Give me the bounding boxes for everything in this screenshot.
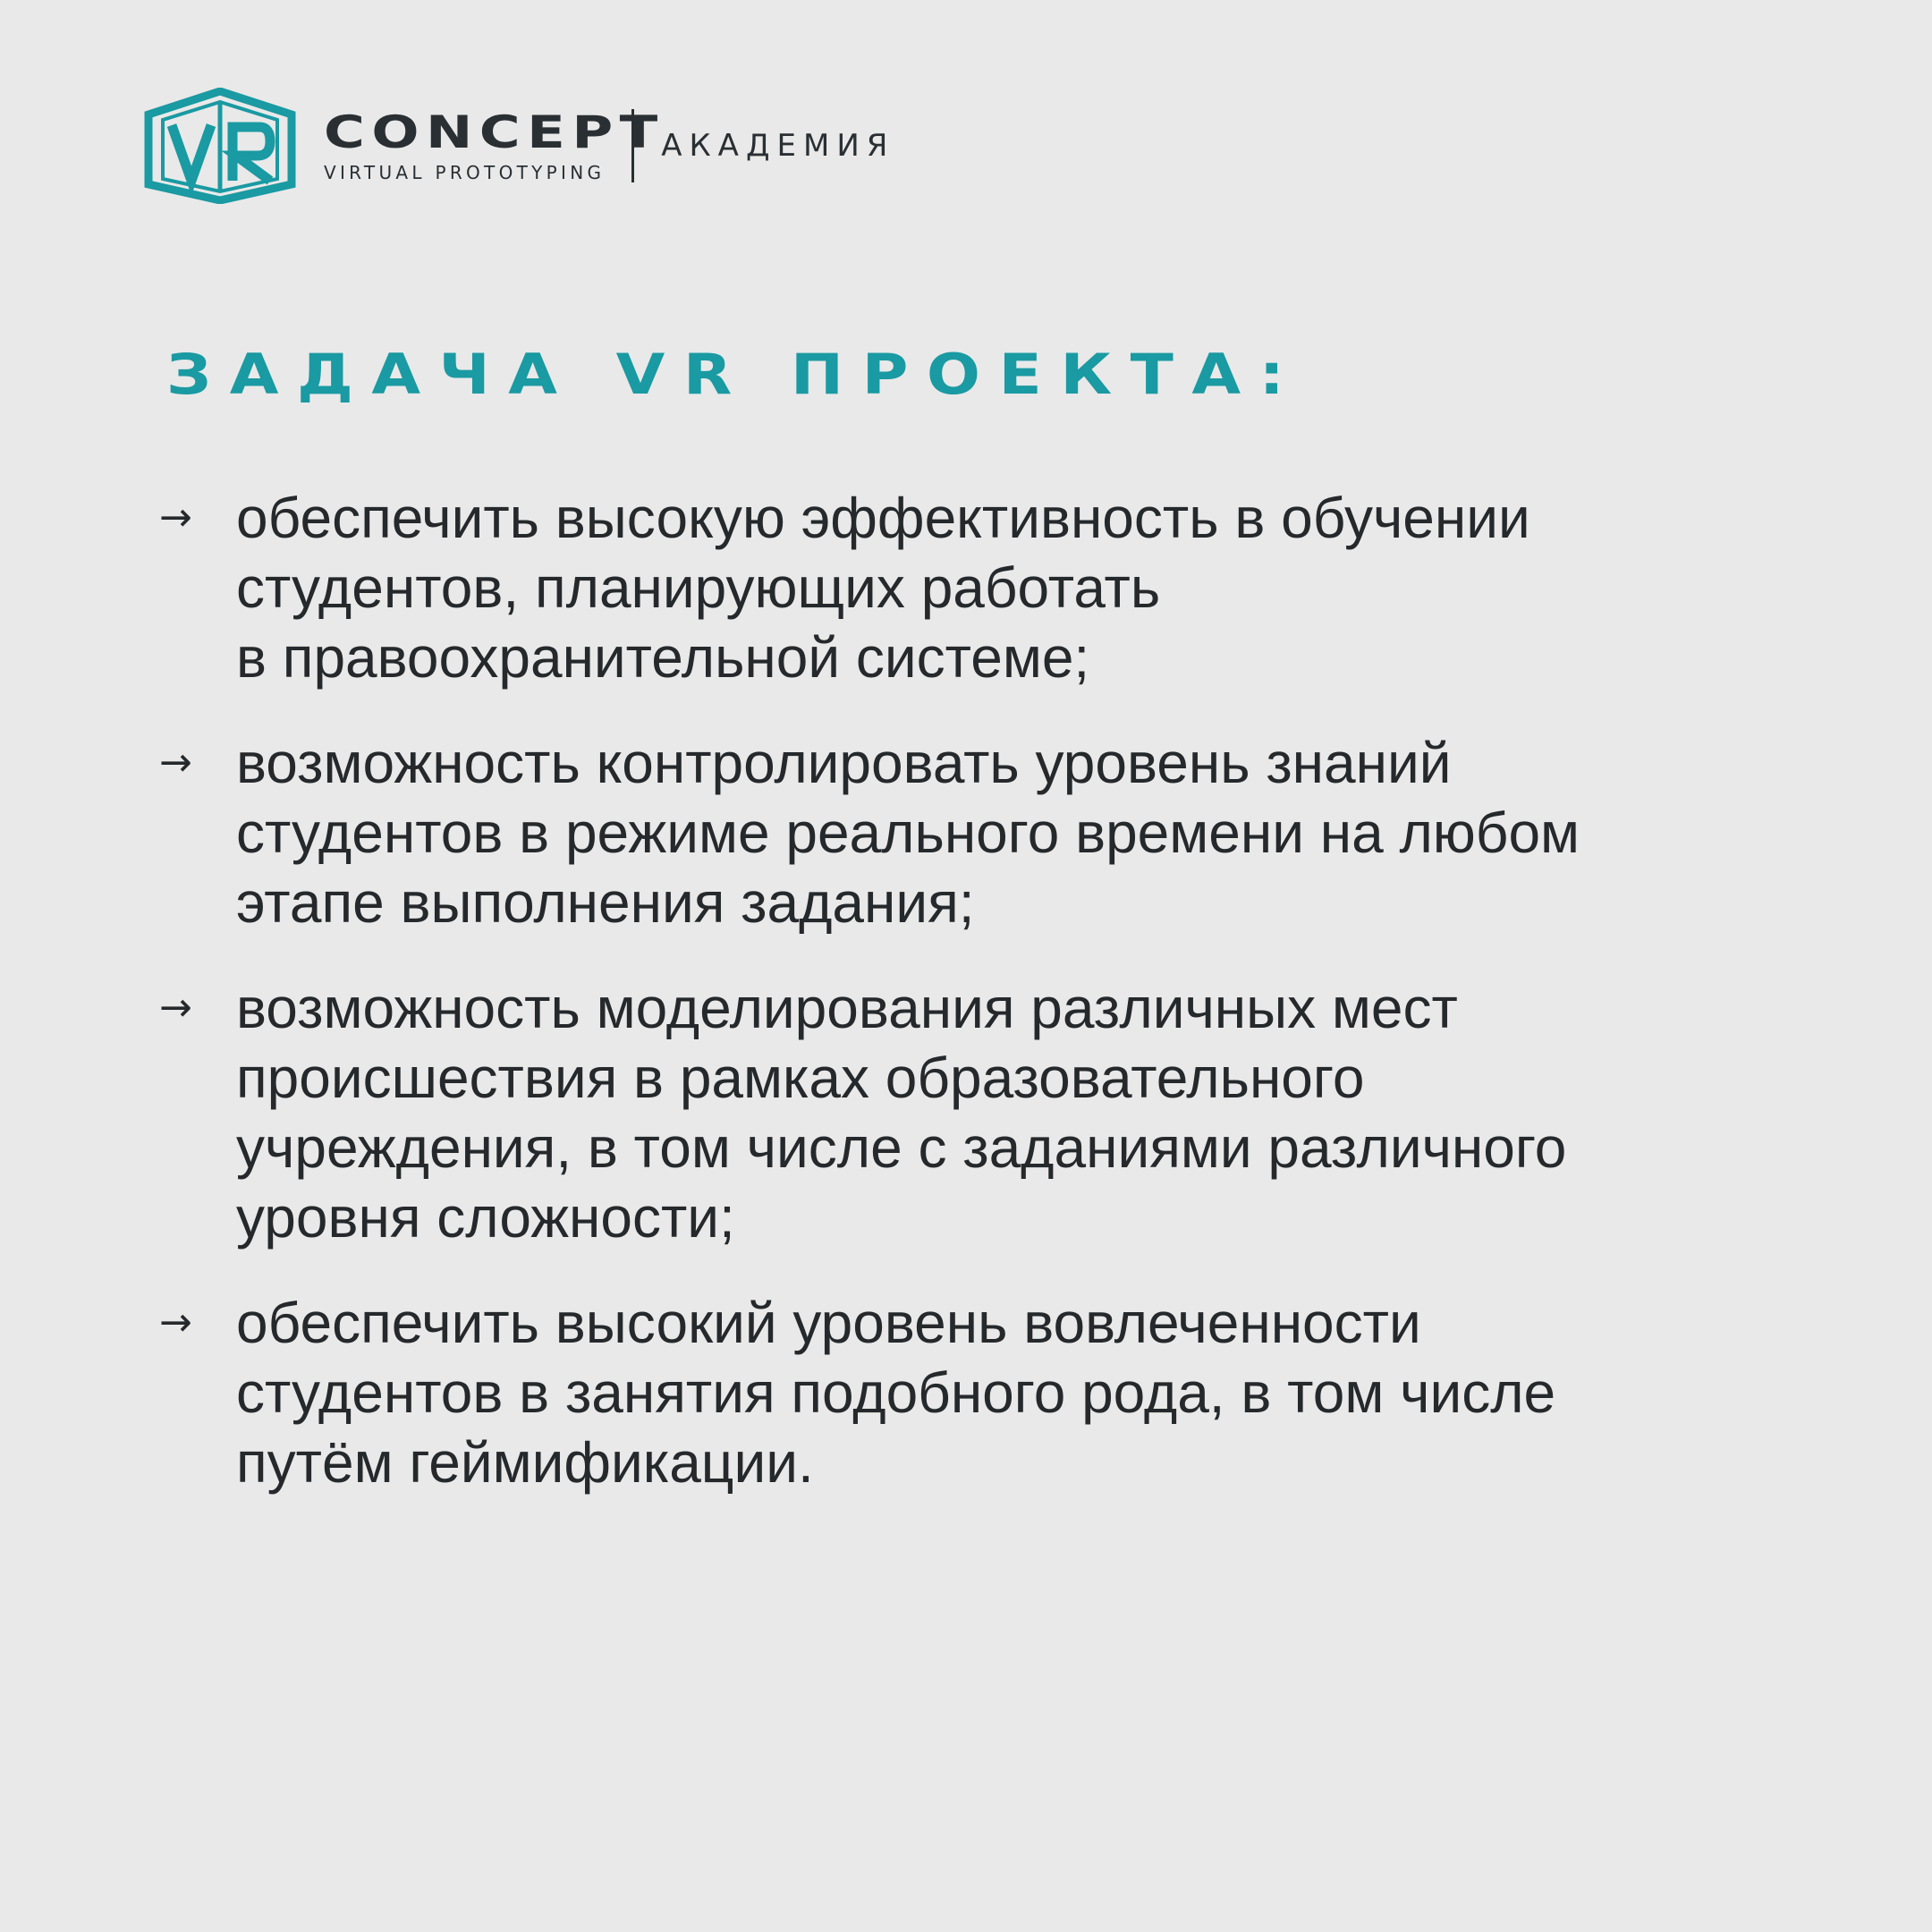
arrow-right-icon: → (159, 1300, 192, 1345)
brand-tagline: VIRTUAL PROTOTYPING (324, 162, 606, 183)
brand-name: CONCEPT (324, 106, 665, 158)
arrow-right-icon: → (159, 495, 192, 540)
vr-cube-logo-icon (143, 88, 297, 204)
academy-label: АКАДЕМИЯ (661, 128, 895, 164)
page-title: ЗАДАЧА VR ПРОЕКТА: (166, 342, 1303, 407)
brand-wordmark (324, 106, 665, 183)
brand-logo (143, 88, 894, 204)
list-item-text: обеспечить высокую эффективность в обучении студентов, планирующих работать в правоохранительной системе; (236, 486, 1530, 690)
list-item-text: возможность моделирования различных мест происшествия в рамках образовательного учреждения, в том числе с заданиями различного уровня сложности; (236, 976, 1567, 1250)
arrow-right-icon: → (159, 740, 192, 785)
list-item-text: возможность контролировать уровень знаний студентов в режиме реального времени на любом этапе выполнения задания; (236, 731, 1580, 935)
list-item-text: обеспечить высокий уровень вовлеченности студентов в занятия подобного рода, в том числе путём геймификации. (236, 1291, 1556, 1495)
arrow-right-icon: → (159, 985, 192, 1030)
